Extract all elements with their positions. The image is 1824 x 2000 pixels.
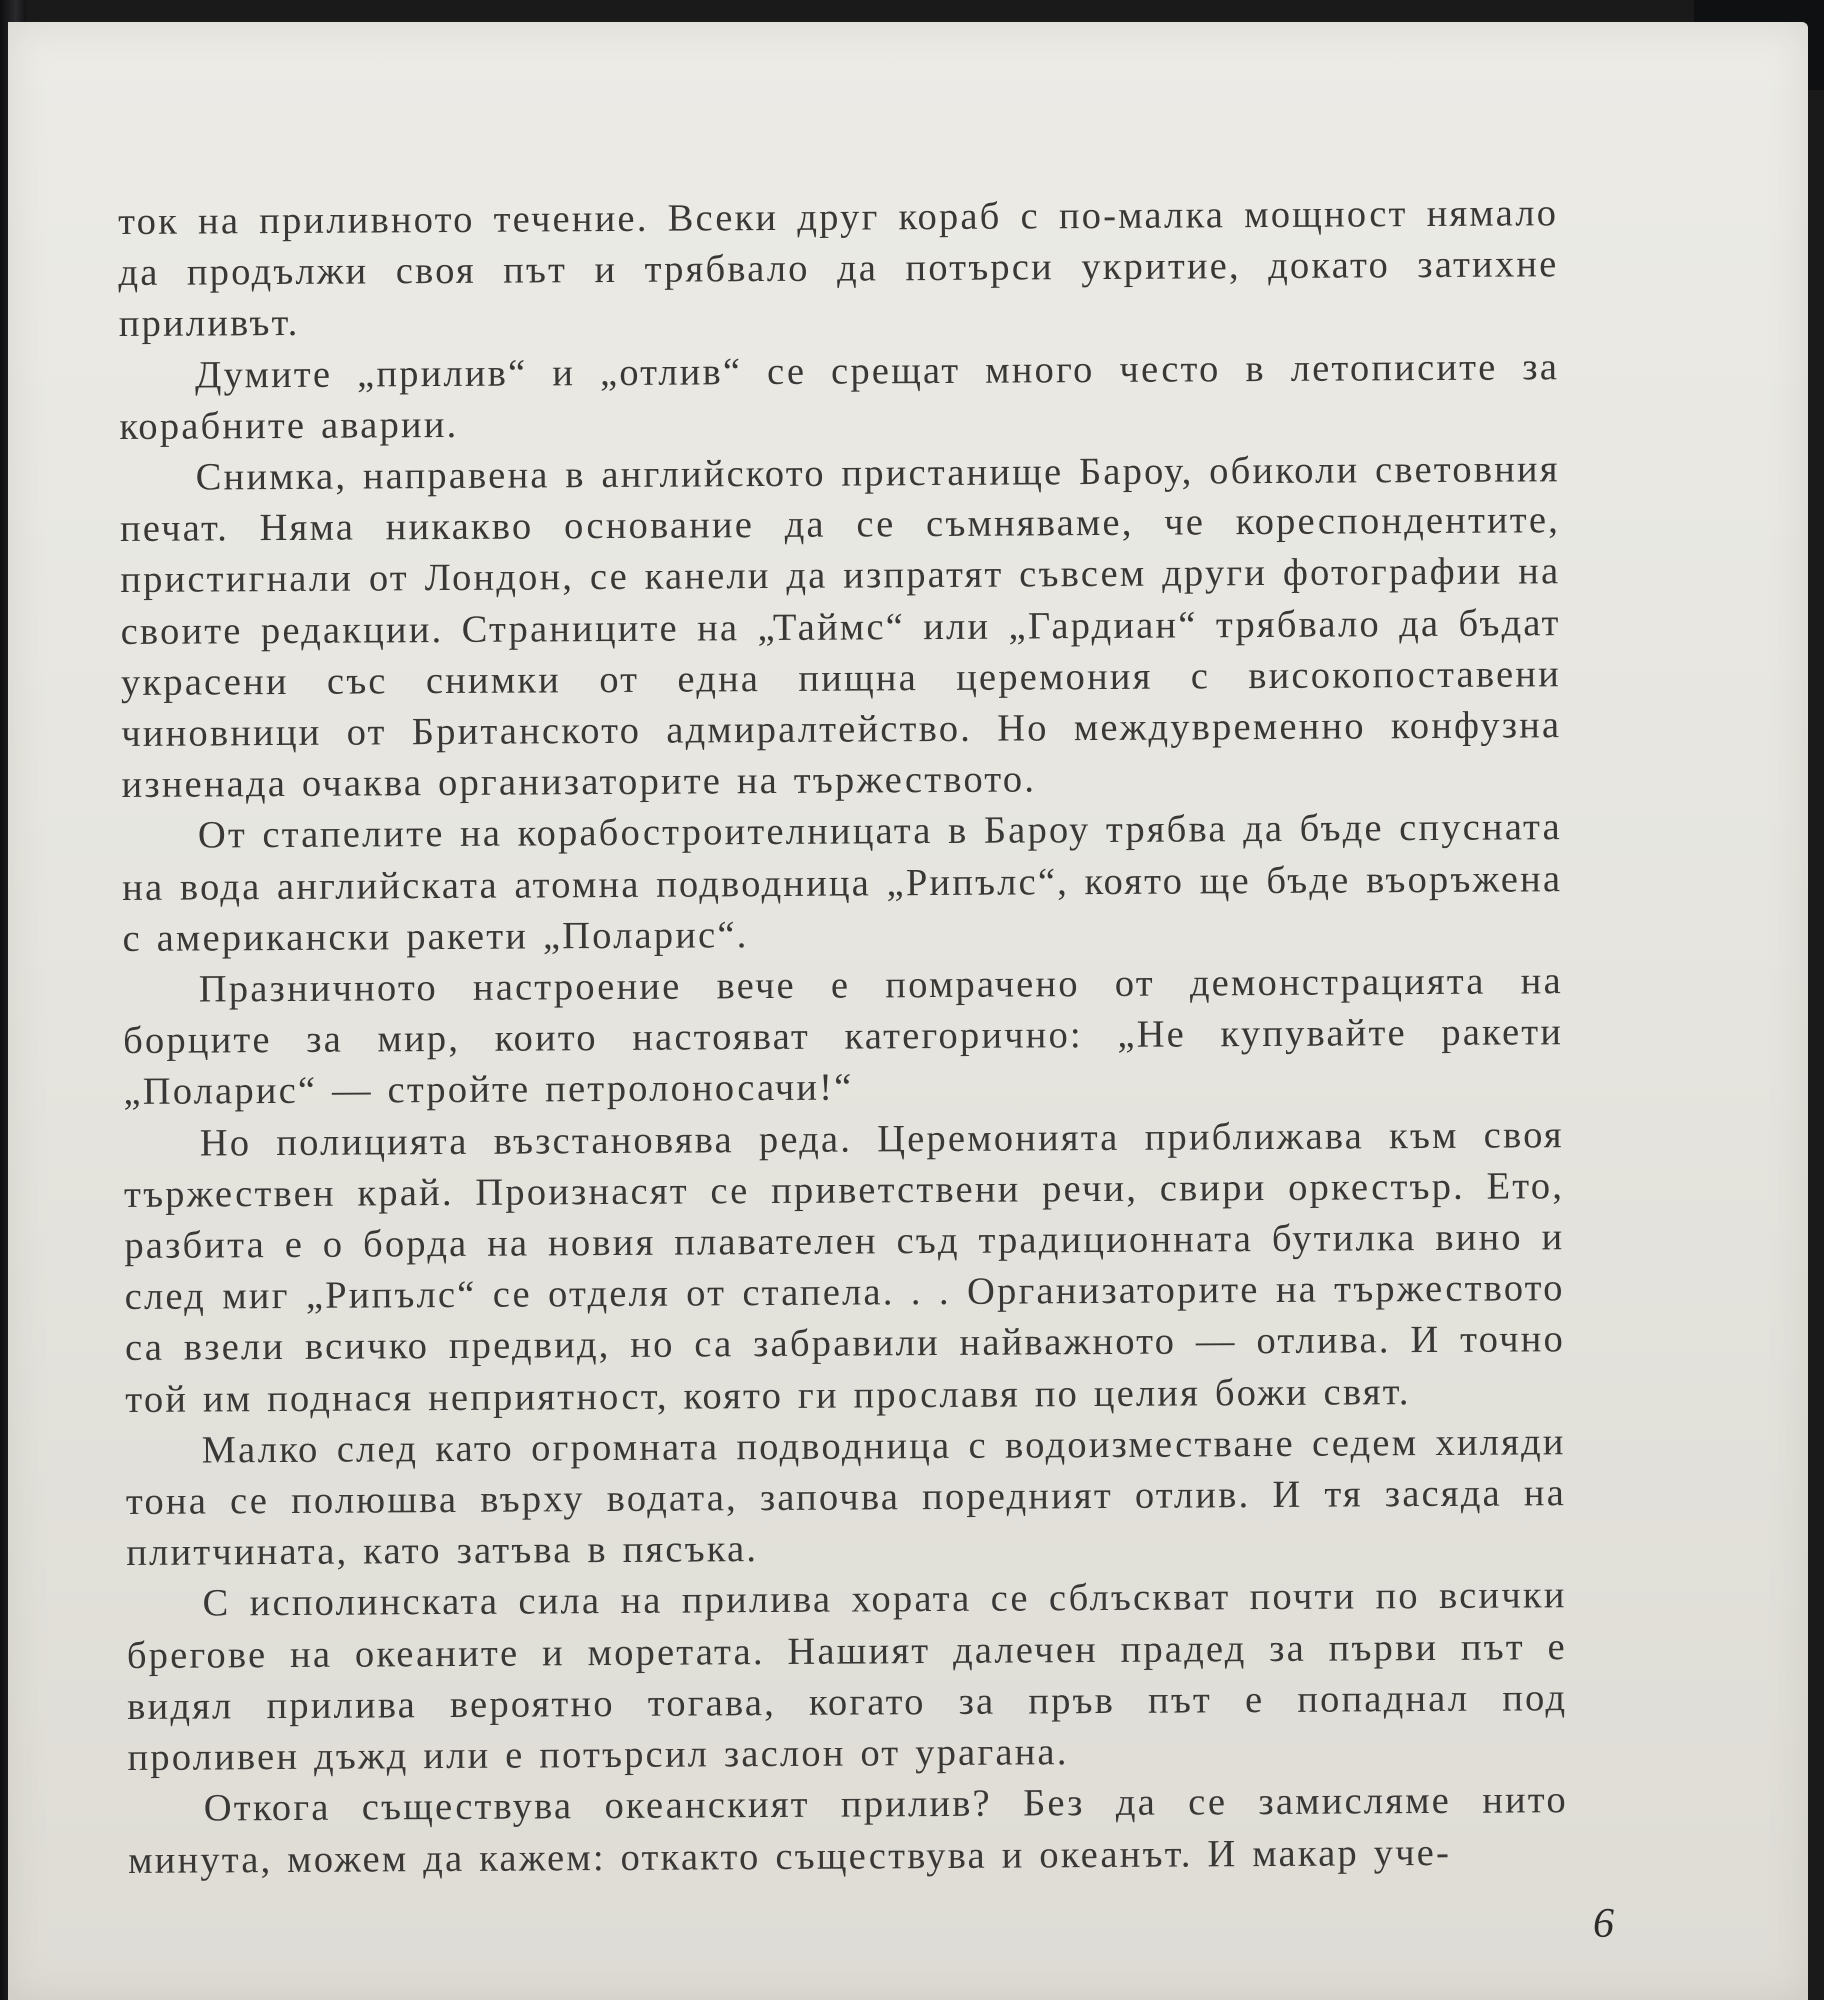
paragraph-2: Думите „прилив“ и „отлив“ се срещат много често в летописите за корабните аварии. [119,345,1560,448]
book-page [8,22,1808,2000]
paragraph-4: От стапелите на корабостроителницата в Бароу трябва да бъде спусната на вода английската атомна подводница „Рипълс“, която ще бъде въоръжена с американски ракети „Поларис“. [122,806,1563,960]
paragraph-6: Но полицията възстановява реда. Церемонията приближава към своя тържествен край. Произнасят се приветствени речи, свири оркестър. Ето, разбита е о борда на новия плавателен съд традиционната бутилка вино и след миг „Рипълс“ се отделя от стапела. . . Организаторите на тържеството са взели всичко предвид, но са забравили найважното — отлива. И точно той им поднася неприятност, която ги прославя по целия божи свят. [123,1113,1566,1421]
page-number: 6 [1593,1901,1614,1947]
paragraph-7: Малко след като огромната подводница с водоизместване седем хиляди тона се полюшва върху водата, започва поредният отлив. И тя засяда на плитчината, като затъва в пясъка. [125,1421,1567,1575]
paragraph-5: Празничното настроение вече е помрачено от демонстрацията на борците за мир, които настояват категорично: „Не купувайте ракети „Поларис“ — стройте петролоносачи!“ [123,960,1564,1114]
paragraph-9: Откога съществува океанският прилив? Без да се замисляме нито минута, можем да кажем: откакто съществува и океанът. И макар уче- [128,1779,1568,1882]
paragraph-3: Снимка, направена в английското пристанище Бароу, обиколи световния печат. Няма никакво основание да се съмняваме, че кореспондентите, пристигнали от Лондон, се канели да изпратят съвсем други фотографии на своите редакции. Страниците на „Таймс“ или „Гардиан“ трябвало да бъдат украсени със снимки от една пищна церемония с високопоставени чиновници от Британското адмиралтейство. Но междувременно конфузна изненада очаква организаторите на тържеството. [119,448,1562,807]
body-text [118,188,1568,1886]
paragraph-8: С исполинската сила на прилива хората се сблъскват почти по всички брегове на океаните и моретата. Нашият далечен прадед за първи път е видял прилива вероятно тогава, когато за пръв път е попаднал под проливен дъжд или е потърсил заслон от урагана. [126,1574,1568,1780]
paragraph-1: ток на приливното течение. Всеки друг кораб с по-малка мощност нямало да продължи своя път и трябвало да потърси укритие, докато затихне приливът. [118,192,1559,346]
